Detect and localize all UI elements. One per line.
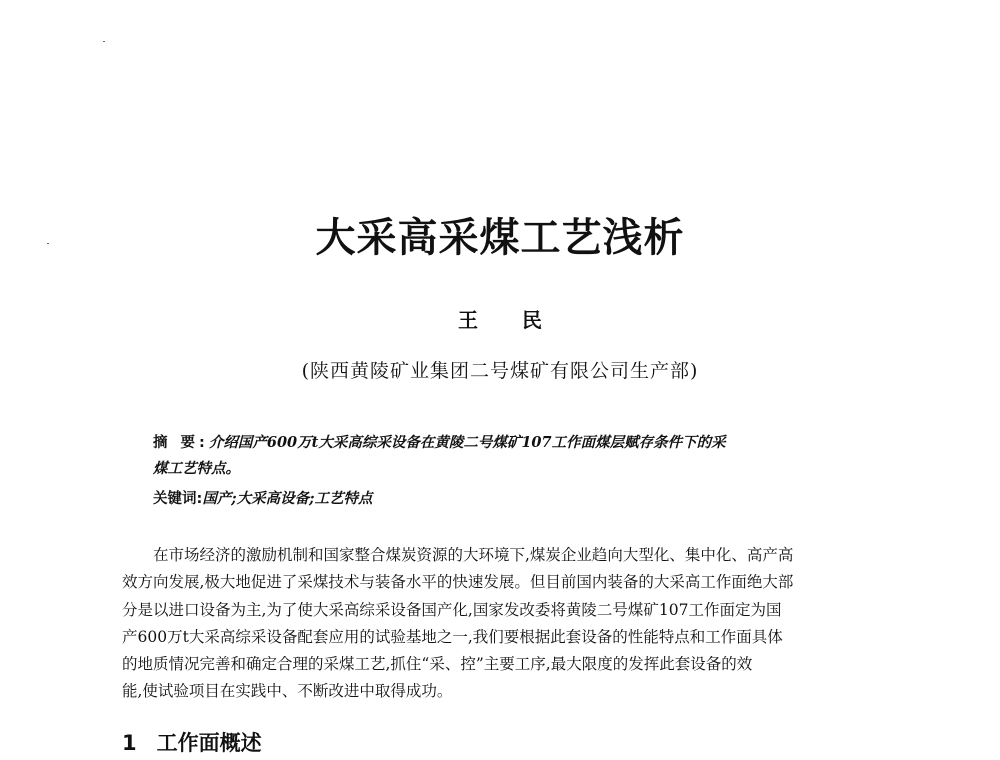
keywords-label: 关键词: [153,491,203,507]
abstract-text: 介绍国产600万t大采高综采设备在黄陵二号煤矿107工作面煤层赋存条件下的采 [208,434,726,451]
paragraph-line: 效方向发展,极大地促进了采煤技术与装备水平的快速发展。但目前国内装备的大采高工作面绝大部 [122,573,794,592]
paper-title: 大采高采煤工艺浅析 [315,214,685,261]
paragraph-line: 分是以进口设备为主,为了使大采高综采设备国产化,国家发改委将黄陵二号煤矿107工作面定为国 [122,600,782,619]
section-number: 1 [122,731,137,755]
section-title: 工作面概述 [156,731,262,755]
author-name: 王民 [458,308,586,332]
author-affiliation: (陕西黄陵矿业集团二号煤矿有限公司生产部) [301,360,699,382]
introduction-paragraph [122,542,886,706]
abstract-label: 摘 要: [153,435,209,451]
abstract-text: 煤工艺特点。 [153,460,240,477]
keywords-line [153,486,853,512]
abstract-block [153,430,853,512]
paragraph-line: 产600万t大采高综采设备配套应用的试验基地之一,我们要根据此套设备的性能特点和工作面具体 [122,627,783,646]
paragraph-line: 的地质情况完善和确定合理的采煤工艺,抓住“采、控”主要工序,最大限度的发挥此套设备的效 [122,655,753,674]
keywords-text: 国产;大采高设备;工艺特点 [202,490,373,507]
section-heading [122,728,262,758]
paragraph-line: 在市场经济的激励机制和国家整合煤炭资源的大环境下,煤炭企业趋向大型化、集中化、高产高 [153,546,794,564]
paragraph-line: 能,使试验项目在实践中、不断改进中取得成功。 [122,682,453,701]
scan-speck [103,41,105,42]
abstract-line [153,430,853,456]
abstract-line [153,456,853,482]
